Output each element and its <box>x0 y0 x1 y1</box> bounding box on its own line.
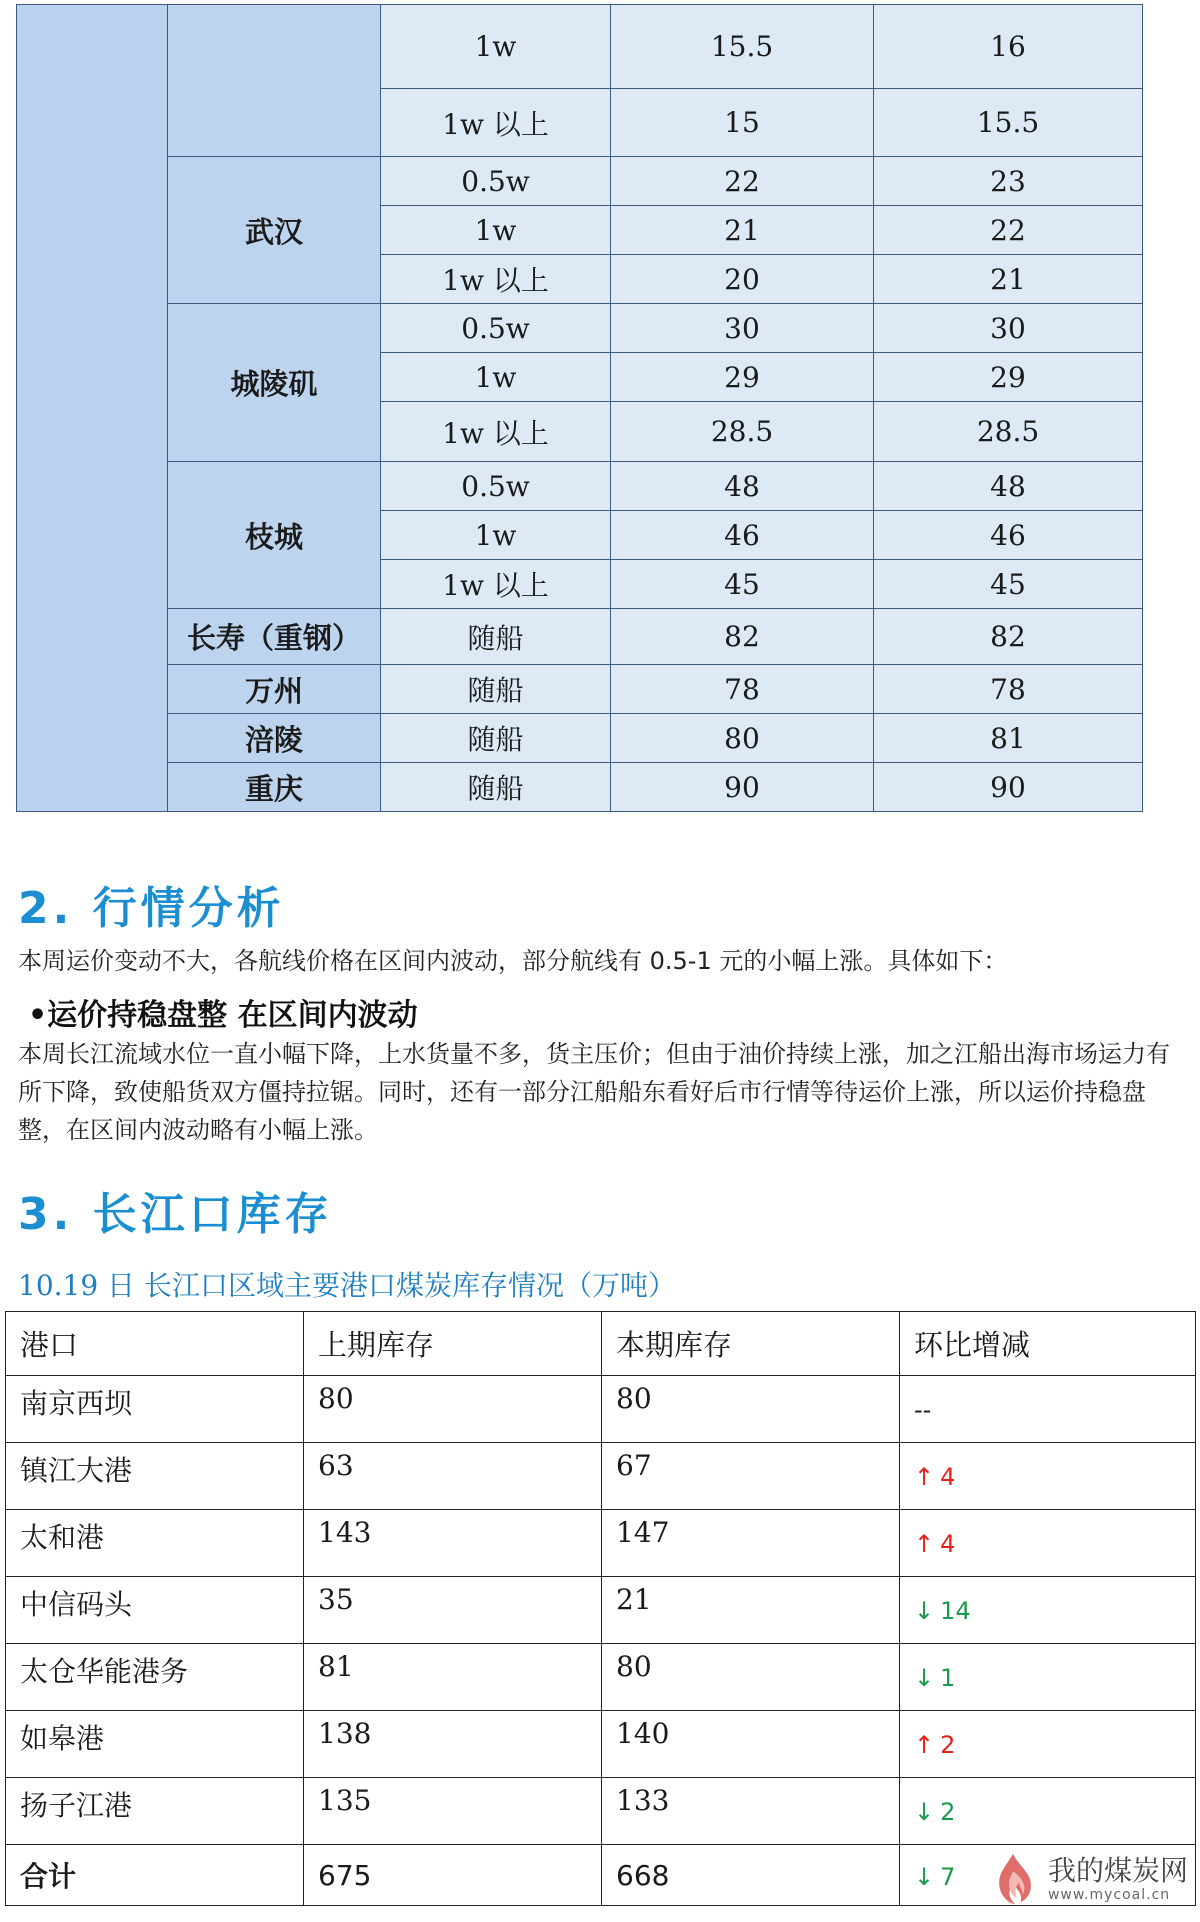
freight-curr-cell: 30 <box>874 304 1143 353</box>
arrow-up-icon: ↑ <box>914 1530 935 1558</box>
prev-stock: 143 <box>304 1510 602 1577</box>
freight-prev-cell: 15.5 <box>611 5 874 89</box>
watermark <box>984 1850 1188 1908</box>
section2-body: 本周长江流域水位一直小幅下降，上水货量不多，货主压价；但由于油价持续上涨，加之江船出海市场运力有所下降，致使船货双方僵持拉锯。同时，还有一部分江船船东看好后市行情等待运价上涨，所以运价持稳盘整，在区间内波动略有小幅上涨。 <box>18 1040 1170 1144</box>
freight-curr-cell: 90 <box>874 763 1143 812</box>
freight-curr-cell: 81 <box>874 714 1143 763</box>
inventory-row <box>6 1376 1196 1443</box>
change-cell <box>900 1443 1196 1510</box>
port-name: 南京西坝 <box>6 1376 304 1443</box>
curr-stock: 133 <box>602 1778 900 1845</box>
arrow-down-icon: ↓ <box>914 1664 935 1692</box>
inventory-row <box>6 1443 1196 1510</box>
change-value: 4 <box>940 1463 956 1491</box>
freight-route-cell: 武汉 <box>168 157 381 304</box>
watermark-text: 我的煤炭网 <box>1047 1854 1188 1887</box>
freight-row <box>17 714 1143 763</box>
freight-tonnage-cell: 1w <box>381 5 611 89</box>
freight-row <box>17 665 1143 714</box>
freight-prev-cell: 80 <box>611 714 874 763</box>
freight-tonnage-cell: 随船 <box>381 763 611 812</box>
freight-tonnage-cell: 0.5w <box>381 157 611 206</box>
freight-prev-cell: 82 <box>611 609 874 665</box>
arrow-up-icon: ↑ <box>914 1463 935 1491</box>
freight-curr-cell: 15.5 <box>874 89 1143 157</box>
freight-tonnage-cell: 随船 <box>381 665 611 714</box>
curr-stock: 80 <box>602 1644 900 1711</box>
freight-prev-cell: 90 <box>611 763 874 812</box>
freight-rate-table <box>16 4 1143 812</box>
watermark-url: www.mycoal.cn <box>1047 1887 1171 1903</box>
freight-tonnage-cell: 1w 以上 <box>381 255 611 304</box>
freight-curr-cell: 22 <box>874 206 1143 255</box>
arrow-up-icon: ↑ <box>914 1731 935 1759</box>
flame-logo-icon <box>984 1850 1042 1908</box>
inventory-header-row <box>6 1312 1196 1376</box>
header-change: 环比增减 <box>900 1312 1196 1376</box>
section3-heading: 3. 长江口库存 <box>18 1189 333 1240</box>
freight-route-cell: 万州 <box>168 665 381 714</box>
freight-tonnage-cell: 1w <box>381 206 611 255</box>
freight-tonnage-cell: 1w 以上 <box>381 89 611 157</box>
port-name: 扬子江港 <box>6 1778 304 1845</box>
freight-prev-cell: 29 <box>611 353 874 402</box>
arrow-down-icon: ↓ <box>914 1798 935 1826</box>
total-change-value: 7 <box>940 1862 956 1891</box>
freight-prev-cell: 15 <box>611 89 874 157</box>
freight-curr-cell: 21 <box>874 255 1143 304</box>
inventory-row <box>6 1644 1196 1711</box>
curr-stock: 140 <box>602 1711 900 1778</box>
section2-heading: 2. 行情分析 <box>18 883 285 934</box>
freight-route-cell <box>168 5 381 157</box>
freight-curr-cell: 29 <box>874 353 1143 402</box>
header-prev-stock: 上期库存 <box>304 1312 602 1376</box>
freight-row <box>17 609 1143 665</box>
prev-stock: 80 <box>304 1376 602 1443</box>
change-cell <box>900 1376 1196 1443</box>
section2-intro: 本周运价变动不大，各航线价格在区间内波动，部分航线有 0.5-1 元的小幅上涨。具体如下： <box>18 947 1008 975</box>
freight-route-cell: 城陵矶 <box>168 304 381 462</box>
freight-route-cell: 重庆 <box>168 763 381 812</box>
curr-stock: 21 <box>602 1577 900 1644</box>
port-name: 太仓华能港务 <box>6 1644 304 1711</box>
freight-tonnage-cell: 0.5w <box>381 462 611 511</box>
curr-stock: 147 <box>602 1510 900 1577</box>
change-value: 2 <box>940 1731 956 1759</box>
freight-tonnage-cell: 1w 以上 <box>381 402 611 462</box>
freight-row <box>17 462 1143 511</box>
freight-row <box>17 763 1143 812</box>
freight-route-cell: 枝城 <box>168 462 381 609</box>
change-cell <box>900 1644 1196 1711</box>
freight-side-band <box>17 5 168 812</box>
inventory-row <box>6 1778 1196 1845</box>
inventory-caption: 10.19 日 长江口区域主要港口煤炭库存情况（万吨） <box>18 1269 676 1302</box>
inventory-row <box>6 1510 1196 1577</box>
freight-prev-cell: 78 <box>611 665 874 714</box>
freight-prev-cell: 48 <box>611 462 874 511</box>
port-name: 中信码头 <box>6 1577 304 1644</box>
change-value: 1 <box>940 1664 956 1692</box>
freight-row <box>17 304 1143 353</box>
section2-bullet: •运价持稳盘整 在区间内波动 <box>28 998 418 1033</box>
freight-curr-cell: 45 <box>874 560 1143 609</box>
freight-route-cell: 涪陵 <box>168 714 381 763</box>
freight-tonnage-cell: 1w 以上 <box>381 560 611 609</box>
port-name: 太和港 <box>6 1510 304 1577</box>
freight-tonnage-cell: 1w <box>381 353 611 402</box>
freight-route-cell: 长寿（重钢） <box>168 609 381 665</box>
freight-curr-cell: 23 <box>874 157 1143 206</box>
prev-stock: 138 <box>304 1711 602 1778</box>
change-value: -- <box>914 1396 932 1424</box>
freight-tonnage-cell: 随船 <box>381 714 611 763</box>
freight-curr-cell: 82 <box>874 609 1143 665</box>
prev-stock: 63 <box>304 1443 602 1510</box>
total-label: 合计 <box>6 1845 304 1906</box>
freight-prev-cell: 28.5 <box>611 402 874 462</box>
change-cell <box>900 1577 1196 1644</box>
freight-prev-cell: 46 <box>611 511 874 560</box>
total-prev-stock: 675 <box>304 1845 602 1906</box>
freight-tonnage-cell: 0.5w <box>381 304 611 353</box>
inventory-row <box>6 1577 1196 1644</box>
arrow-down-icon: ↓ <box>914 1597 935 1625</box>
arrow-down-icon: ↓ <box>914 1862 935 1891</box>
prev-stock: 35 <box>304 1577 602 1644</box>
port-name: 镇江大港 <box>6 1443 304 1510</box>
freight-row <box>17 5 1143 89</box>
freight-tonnage-cell: 随船 <box>381 609 611 665</box>
prev-stock: 81 <box>304 1644 602 1711</box>
header-port: 港口 <box>6 1312 304 1376</box>
freight-curr-cell: 46 <box>874 511 1143 560</box>
total-curr-stock: 668 <box>602 1845 900 1906</box>
freight-prev-cell: 21 <box>611 206 874 255</box>
change-cell <box>900 1778 1196 1845</box>
freight-curr-cell: 78 <box>874 665 1143 714</box>
freight-curr-cell: 48 <box>874 462 1143 511</box>
change-value: 4 <box>940 1530 956 1558</box>
freight-tonnage-cell: 1w <box>381 511 611 560</box>
freight-prev-cell: 30 <box>611 304 874 353</box>
prev-stock: 135 <box>304 1778 602 1845</box>
header-curr-stock: 本期库存 <box>602 1312 900 1376</box>
port-name: 如皋港 <box>6 1711 304 1778</box>
change-value: 14 <box>940 1597 971 1625</box>
freight-prev-cell: 20 <box>611 255 874 304</box>
curr-stock: 67 <box>602 1443 900 1510</box>
change-value: 2 <box>940 1798 956 1826</box>
change-cell <box>900 1510 1196 1577</box>
inventory-table <box>5 1311 1196 1906</box>
inventory-row <box>6 1711 1196 1778</box>
freight-prev-cell: 22 <box>611 157 874 206</box>
freight-row <box>17 157 1143 206</box>
freight-prev-cell: 45 <box>611 560 874 609</box>
change-cell <box>900 1711 1196 1778</box>
freight-curr-cell: 28.5 <box>874 402 1143 462</box>
freight-curr-cell: 16 <box>874 5 1143 89</box>
curr-stock: 80 <box>602 1376 900 1443</box>
